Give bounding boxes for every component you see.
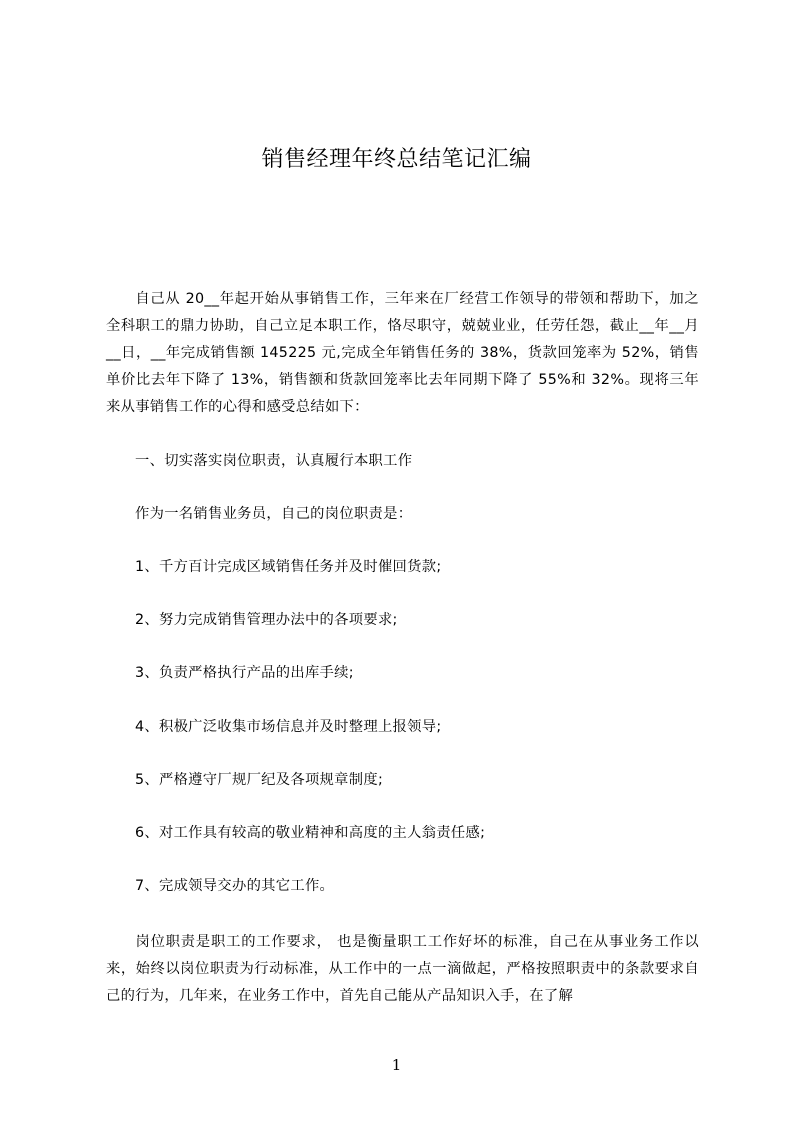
duty-item: 1、千方百计完成区域销售任务并及时催回货款;	[135, 559, 442, 575]
duty-item: 3、负责严格执行产品的出库手续;	[135, 665, 354, 681]
closing-paragraph	[106, 929, 699, 1010]
duty-item: 5、严格遵守厂规厂纪及各项规章制度;	[135, 772, 384, 788]
section-heading: 一、切实落实岗位职责，认真履行本职工作	[135, 453, 413, 469]
duty-item: 6、对工作具有较高的敬业精神和高度的主人翁责任感;	[135, 825, 486, 841]
duty-item: 4、积极广泛收集市场信息并及时整理上报领导;	[135, 719, 442, 735]
duties-intro: 作为一名销售业务员，自己的岗位职责是：	[135, 506, 413, 522]
document-title: 销售经理年终总结笔记汇编	[261, 147, 532, 172]
duty-item: 2、努力完成销售管理办法中的各项要求;	[135, 612, 398, 628]
intro-paragraph	[106, 286, 699, 421]
page-number: 1	[391, 1056, 402, 1074]
duty-item: 7、完成领导交办的其它工作。	[135, 878, 335, 894]
closing-text: 岗位职责是职工的工作要求， 也是衡量职工工作好坏的标准，自己在从事业务工作以来，始终以岗位职责为行动标准，从工作中的一点一滴做起，严格按照职责中的条款要求自己的行为，几年来，在业务工作中，首先自己能从产品知识入手，在了解	[106, 934, 699, 1004]
intro-text: 自己从 20__年起开始从事销售工作，三年来在厂经营工作领导的带领和帮助下，加之全科职工的鼎力协助，自己立足本职工作，恪尽职守，兢兢业业，任劳任怨，截止__年__月__日，__年完成销售额 145225 元,完成全年销售任务的 38%，货款回笼率为 52%，销售单价比去年下降了 13%，销售额和货款回笼率比去年同期下降了 55%和 32%。现将三年来从事销售工作的心得和感受总结如下：	[106, 291, 699, 415]
